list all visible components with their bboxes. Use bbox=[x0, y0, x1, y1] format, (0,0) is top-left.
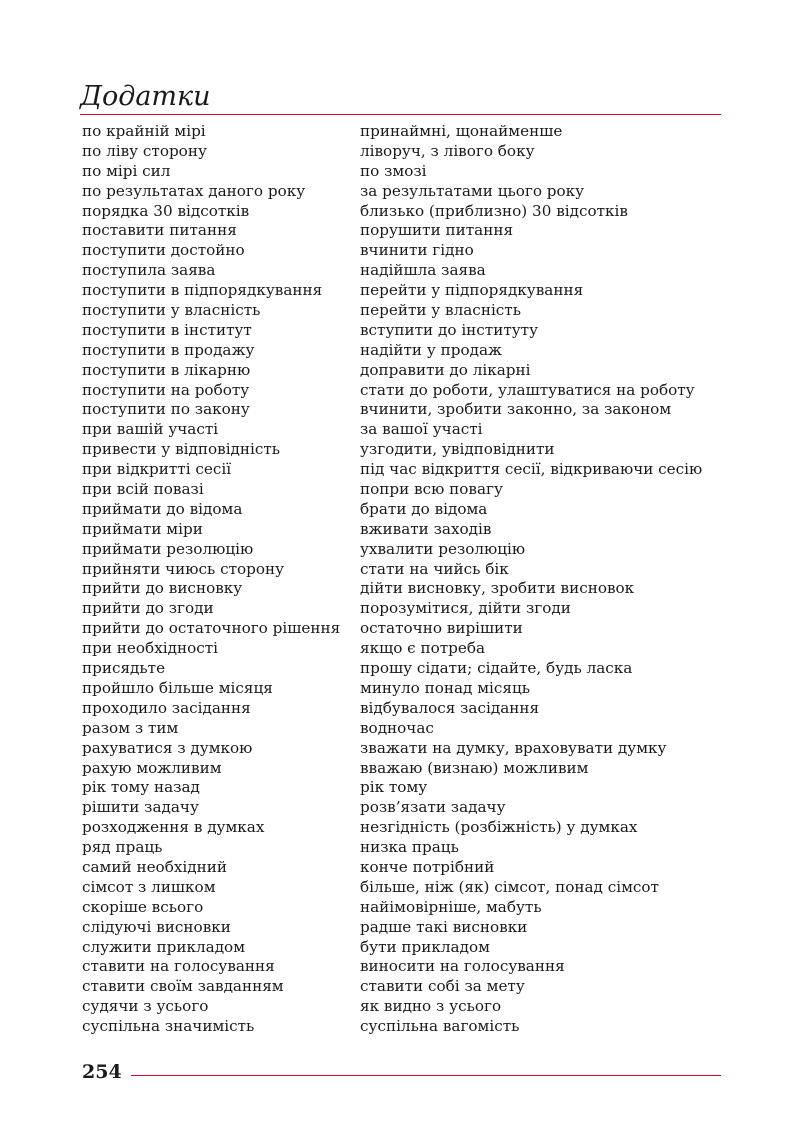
correct-phrase: суспільна вагомість bbox=[360, 1017, 520, 1036]
phrase-row bbox=[82, 361, 732, 381]
correct-phrase: порозумітися, дійти згоди bbox=[360, 599, 571, 618]
phrase-row bbox=[82, 579, 732, 599]
phrase-row bbox=[82, 679, 732, 699]
correct-phrase: зважати на думку, враховувати думку bbox=[360, 738, 667, 757]
correct-phrase: минуло понад місяць bbox=[360, 678, 531, 697]
phrase-row bbox=[82, 798, 732, 818]
correct-phrase: бути прикладом bbox=[360, 937, 490, 956]
correct-phrase: ухвалити резолюцію bbox=[360, 539, 526, 558]
incorrect-phrase: порядка 30 відсотків bbox=[82, 201, 250, 220]
phrase-row bbox=[82, 699, 732, 719]
correct-phrase: вживати заходів bbox=[360, 519, 492, 538]
correct-phrase: ліворуч, з лівого боку bbox=[360, 141, 535, 160]
footer-divider bbox=[131, 1075, 721, 1076]
incorrect-phrase: поступити в інститут bbox=[82, 320, 252, 339]
phrase-row bbox=[82, 739, 732, 759]
phrase-row bbox=[82, 182, 732, 202]
incorrect-phrase: по результатах даного року bbox=[82, 181, 306, 200]
phrase-row bbox=[82, 619, 732, 639]
phrase-row bbox=[82, 301, 732, 321]
correct-phrase: остаточно вирішити bbox=[360, 619, 523, 638]
incorrect-phrase: при вашій участі bbox=[82, 420, 219, 439]
phrase-row bbox=[82, 1017, 732, 1037]
incorrect-phrase: поступити достойно bbox=[82, 241, 245, 260]
correct-phrase: надійшла заява bbox=[360, 261, 486, 280]
incorrect-phrase: поступити у власність bbox=[82, 301, 261, 320]
correct-phrase: незгідність (розбіжність) у думках bbox=[360, 818, 638, 837]
phrase-row bbox=[82, 341, 732, 361]
incorrect-phrase: ряд праць bbox=[82, 838, 163, 857]
correct-phrase: порушити питання bbox=[360, 221, 514, 240]
correct-phrase: стати до роботи, улаштуватися на роботу bbox=[360, 380, 695, 399]
incorrect-phrase: слідуючі висновки bbox=[82, 917, 231, 936]
incorrect-phrase: приймати резолюцію bbox=[82, 539, 254, 558]
correct-phrase: найімовірніше, мабуть bbox=[360, 897, 542, 916]
incorrect-phrase: суспільна значимість bbox=[82, 1017, 255, 1036]
correct-phrase: доправити до лікарні bbox=[360, 360, 531, 379]
incorrect-phrase: рішити задачу bbox=[82, 798, 199, 817]
incorrect-phrase: поступити на роботу bbox=[82, 380, 250, 399]
incorrect-phrase: при відкритті сесії bbox=[82, 460, 232, 479]
phrase-row bbox=[82, 221, 732, 241]
correct-phrase: попри всю повагу bbox=[360, 480, 503, 499]
phrase-row bbox=[82, 540, 732, 560]
phrase-row bbox=[82, 560, 732, 580]
incorrect-phrase: поступити в підпорядкування bbox=[82, 281, 323, 300]
phrase-row bbox=[82, 997, 732, 1017]
incorrect-phrase: при необхідності bbox=[82, 639, 218, 658]
incorrect-phrase: по крайній мірі bbox=[82, 122, 206, 140]
phrase-row bbox=[82, 281, 732, 301]
phrase-row bbox=[82, 957, 732, 977]
correct-phrase: ставити собі за мету bbox=[360, 977, 525, 996]
incorrect-phrase: ставити на голосування bbox=[82, 957, 275, 976]
incorrect-phrase: поступити в лікарню bbox=[82, 360, 251, 379]
phrase-row bbox=[82, 759, 732, 779]
incorrect-phrase: прийти до згоди bbox=[82, 599, 214, 618]
incorrect-phrase: приймати міри bbox=[82, 519, 203, 538]
incorrect-phrase: розходження в думках bbox=[82, 818, 265, 837]
incorrect-phrase: судячи з усього bbox=[82, 997, 209, 1016]
correct-phrase: близько (приблизно) 30 відсотків bbox=[360, 201, 628, 220]
incorrect-phrase: сімсот з лишком bbox=[82, 877, 216, 896]
phrase-row bbox=[82, 778, 732, 798]
incorrect-phrase: проходило засідання bbox=[82, 698, 251, 717]
incorrect-phrase: поставити питання bbox=[82, 221, 237, 240]
incorrect-phrase: ставити своїм завданням bbox=[82, 977, 284, 996]
phrase-row bbox=[82, 639, 732, 659]
incorrect-phrase: приймати до відома bbox=[82, 499, 243, 518]
incorrect-phrase: скоріше всього bbox=[82, 897, 204, 916]
phrase-row bbox=[82, 898, 732, 918]
phrase-row bbox=[82, 460, 732, 480]
correct-phrase: надійти у продаж bbox=[360, 340, 502, 359]
incorrect-phrase: самий необхідний bbox=[82, 857, 227, 876]
correct-phrase: по змозі bbox=[360, 161, 427, 180]
incorrect-phrase: поступити в продажу bbox=[82, 340, 255, 359]
phrase-row bbox=[82, 321, 732, 341]
phrase-row bbox=[82, 241, 732, 261]
incorrect-phrase: по мірі сил bbox=[82, 161, 171, 180]
correct-phrase: конче потрібний bbox=[360, 857, 495, 876]
correct-phrase: брати до відома bbox=[360, 499, 488, 518]
correct-phrase: стати на чийсь бік bbox=[360, 559, 509, 578]
correct-phrase: водночас bbox=[360, 718, 434, 737]
page-number: 254 bbox=[82, 1061, 122, 1083]
incorrect-phrase: рахую можливим bbox=[82, 758, 222, 777]
phrase-row bbox=[82, 500, 732, 520]
phrase-row bbox=[82, 938, 732, 958]
correct-phrase: рік тому bbox=[360, 778, 428, 797]
incorrect-phrase: прийняти чиюсь сторону bbox=[82, 559, 285, 578]
incorrect-phrase: прийти до остаточного рішення bbox=[82, 619, 341, 638]
phrase-row bbox=[82, 918, 732, 938]
correct-phrase: більше, ніж (як) сімсот, понад сімсот bbox=[360, 877, 659, 896]
phrase-row bbox=[82, 977, 732, 997]
phrase-row bbox=[82, 440, 732, 460]
phrase-row bbox=[82, 162, 732, 182]
correct-phrase: відбувалося засідання bbox=[360, 698, 540, 717]
correct-phrase: виносити на голосування bbox=[360, 957, 565, 976]
incorrect-phrase: поступила заява bbox=[82, 261, 216, 280]
incorrect-phrase: по ліву сторону bbox=[82, 141, 207, 160]
correct-phrase: узгодити, увідповіднити bbox=[360, 440, 555, 459]
header-divider bbox=[80, 114, 721, 115]
incorrect-phrase: рік тому назад bbox=[82, 778, 200, 797]
phrase-row bbox=[82, 520, 732, 540]
phrase-row bbox=[82, 261, 732, 281]
phrase-list bbox=[82, 122, 732, 1037]
incorrect-phrase: разом з тим bbox=[82, 718, 179, 737]
phrase-row bbox=[82, 381, 732, 401]
phrase-row bbox=[82, 480, 732, 500]
correct-phrase: радше такі висновки bbox=[360, 917, 528, 936]
correct-phrase: вступити до інституту bbox=[360, 320, 539, 339]
correct-phrase: за результатами цього року bbox=[360, 181, 585, 200]
correct-phrase: за вашої участі bbox=[360, 420, 483, 439]
incorrect-phrase: пройшло більше місяця bbox=[82, 678, 273, 697]
correct-phrase: розв’язати задачу bbox=[360, 798, 506, 817]
correct-phrase: під час відкриття сесії, відкриваючи сесію bbox=[360, 460, 703, 479]
phrase-row bbox=[82, 858, 732, 878]
correct-phrase: перейти у підпорядкування bbox=[360, 281, 584, 300]
phrase-row bbox=[82, 202, 732, 222]
correct-phrase: як видно з усього bbox=[360, 997, 502, 1016]
correct-phrase: перейти у власність bbox=[360, 301, 521, 320]
phrase-row bbox=[82, 878, 732, 898]
correct-phrase: прошу сідати; сідайте, будь ласка bbox=[360, 659, 633, 678]
phrase-row bbox=[82, 719, 732, 739]
correct-phrase: принаймні, щонайменше bbox=[360, 122, 563, 140]
correct-phrase: вважаю (визнаю) можливим bbox=[360, 758, 589, 777]
phrase-row bbox=[82, 599, 732, 619]
correct-phrase: дійти висновку, зробити висновок bbox=[360, 579, 635, 598]
phrase-row bbox=[82, 142, 732, 162]
incorrect-phrase: присядьте bbox=[82, 659, 166, 678]
phrase-row bbox=[82, 420, 732, 440]
phrase-row bbox=[82, 659, 732, 679]
phrase-row bbox=[82, 400, 732, 420]
incorrect-phrase: поступити по закону bbox=[82, 400, 250, 419]
correct-phrase: якщо є потреба bbox=[360, 639, 486, 658]
correct-phrase: вчинити, зробити законно, за законом bbox=[360, 400, 672, 419]
incorrect-phrase: привести у відповідність bbox=[82, 440, 281, 459]
phrase-row bbox=[82, 122, 732, 142]
incorrect-phrase: рахуватися з думкою bbox=[82, 738, 253, 757]
incorrect-phrase: при всій повазі bbox=[82, 480, 204, 499]
correct-phrase: вчинити гідно bbox=[360, 241, 474, 260]
section-title: Додатки bbox=[80, 81, 211, 112]
phrase-row bbox=[82, 818, 732, 838]
correct-phrase: низка праць bbox=[360, 838, 459, 857]
phrase-row bbox=[82, 838, 732, 858]
incorrect-phrase: служити прикладом bbox=[82, 937, 246, 956]
incorrect-phrase: прийти до висновку bbox=[82, 579, 243, 598]
